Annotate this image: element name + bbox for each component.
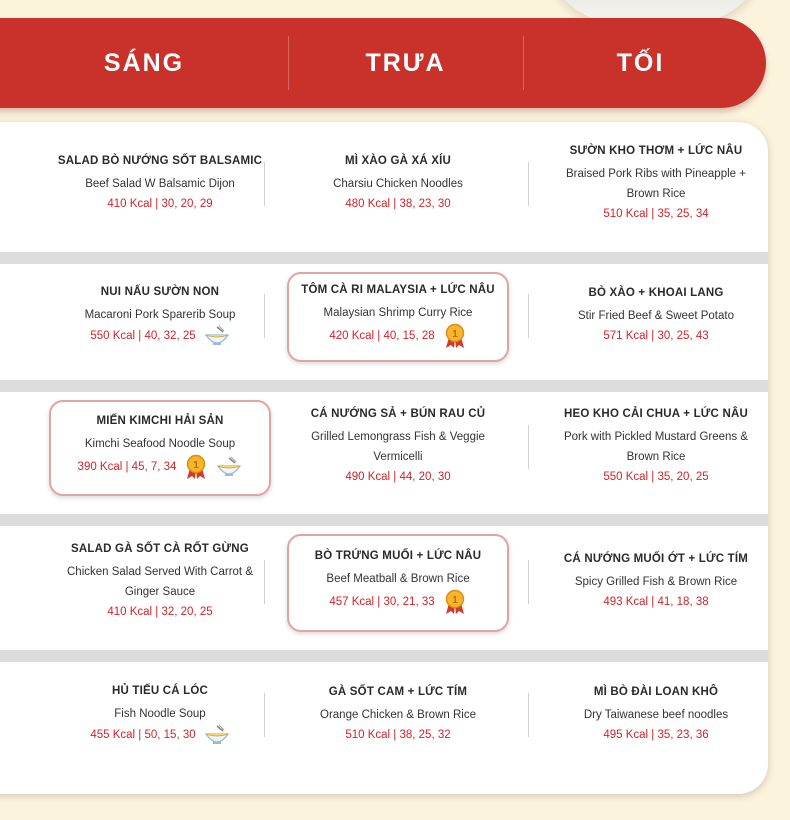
kcal-text: 455 Kcal | 50, 15, 30 <box>90 728 196 741</box>
meal-nutrition <box>345 194 450 214</box>
meal-title: MÌ BÒ ĐÀI LOAN KHÔ <box>593 685 719 698</box>
meal-english-name: Macaroni Pork Sparerib Soup <box>84 308 236 321</box>
kcal-text: 410 Kcal | 30, 20, 29 <box>107 197 213 210</box>
meal-title: SALAD GÀ SỐT CÀ RỐT GỪNG <box>71 542 249 555</box>
meal-nutrition <box>78 454 243 480</box>
medal-icon <box>443 589 467 615</box>
meal-title: SƯỜN KHO THƠM + LỨC NÂU <box>569 144 743 157</box>
menu-table <box>0 122 768 794</box>
meal-english-name: Beef Salad W Balsamic Dijon <box>85 177 235 190</box>
meal-item[interactable] <box>283 656 513 774</box>
meal-item[interactable] <box>35 122 285 246</box>
meal-english-name: Charsiu Chicken Noodles <box>333 177 463 190</box>
kcal-text: 480 Kcal | 38, 23, 30 <box>345 197 451 210</box>
meal-title: MIẾN KIMCHI HẢI SẢN <box>96 414 224 427</box>
meal-english-name: Braised Pork Ribs with Pineapple + <box>566 167 746 180</box>
meal-title: TÔM CÀ RI MALAYSIA + LỨC NÂU <box>301 283 495 296</box>
column-divider <box>528 294 529 338</box>
meal-english-name: Beef Meatball & Brown Rice <box>326 572 470 585</box>
medal-icon <box>184 454 208 480</box>
meal-nutrition <box>603 725 708 745</box>
meal-item[interactable] <box>283 258 513 374</box>
meal-title: BÒ TRỨNG MUỐI + LỨC NÂU <box>314 549 482 562</box>
meal-english-name-line2: Vermicelli <box>373 450 423 463</box>
meal-english-name: Pork with Pickled Mustard Greens & <box>563 430 749 443</box>
meal-english-name-line2: Ginger Sauce <box>124 585 196 598</box>
meal-nutrition <box>107 602 212 622</box>
meal-nutrition <box>345 467 450 487</box>
meal-nutrition <box>603 467 708 487</box>
meal-nutrition <box>107 194 212 214</box>
meal-item[interactable] <box>536 386 768 508</box>
meal-english-name-line2: Brown Rice <box>626 187 686 200</box>
meal-item[interactable] <box>536 122 768 246</box>
meal-item[interactable] <box>536 656 768 774</box>
meal-title: GÀ SỐT CAM + LỨC TÍM <box>328 685 468 698</box>
meal-item[interactable] <box>283 122 513 246</box>
meal-title: NUI NẤU SƯỜN NON <box>100 285 220 298</box>
column-divider <box>528 693 529 737</box>
kcal-text: 490 Kcal | 44, 20, 30 <box>345 470 451 483</box>
bowl-icon <box>216 456 242 478</box>
meal-item[interactable] <box>35 258 285 374</box>
meal-english-name: Dry Taiwanese beef noodles <box>583 708 729 721</box>
meal-nutrition <box>603 592 708 612</box>
kcal-text: 493 Kcal | 41, 18, 38 <box>603 595 709 608</box>
meal-title: SALAD BÒ NƯỚNG SỐT BALSAMIC <box>57 154 263 167</box>
svg-text:1: 1 <box>193 459 200 471</box>
kcal-text: 420 Kcal | 40, 15, 28 <box>329 329 435 342</box>
kcal-text: 390 Kcal | 45, 7, 34 <box>77 460 177 473</box>
meal-nutrition <box>603 204 708 224</box>
column-divider <box>528 560 529 604</box>
meal-title: BÒ XÀO + KHOAI LANG <box>588 286 724 299</box>
meal-title: CÁ NƯỚNG SẢ + BÚN RAU CỦ <box>310 407 486 420</box>
meal-item[interactable] <box>35 656 285 774</box>
meal-english-name: Grilled Lemongrass Fish & Veggie <box>311 430 485 443</box>
meal-item[interactable] <box>35 386 285 508</box>
meal-item[interactable] <box>536 520 768 644</box>
kcal-text: 457 Kcal | 30, 21, 33 <box>329 595 435 608</box>
meal-english-name: Spicy Grilled Fish & Brown Rice <box>574 575 738 588</box>
svg-text:1: 1 <box>451 594 458 606</box>
kcal-text: 550 Kcal | 35, 20, 25 <box>603 470 709 483</box>
meal-item[interactable] <box>536 258 768 374</box>
meal-title: MÌ XÀO GÀ XÁ XÍU <box>344 154 452 167</box>
meal-time-header <box>0 18 766 108</box>
column-divider <box>528 425 529 469</box>
kcal-text: 510 Kcal | 38, 25, 32 <box>345 728 451 741</box>
medal-icon <box>443 323 467 349</box>
meal-title: HỦ TIẾU CÁ LÓC <box>111 684 209 697</box>
meal-nutrition <box>603 326 708 346</box>
kcal-text: 510 Kcal | 35, 25, 34 <box>603 207 709 220</box>
meal-title: CÁ NƯỚNG MUỐI ỚT + LỨC TÍM <box>563 552 749 565</box>
meal-nutrition <box>329 589 466 615</box>
meal-nutrition <box>90 325 229 347</box>
meal-nutrition <box>90 724 229 746</box>
svg-text:1: 1 <box>451 328 458 340</box>
meal-english-name: Malaysian Shrimp Curry Rice <box>323 306 473 319</box>
meal-english-name: Stir Fried Beef & Sweet Potato <box>578 309 734 322</box>
bowl-icon <box>204 724 230 746</box>
kcal-text: 410 Kcal | 32, 20, 25 <box>107 605 213 618</box>
bowl-icon <box>204 325 230 347</box>
kcal-text: 571 Kcal | 30, 25, 43 <box>603 329 709 342</box>
header-lunch: TRƯA <box>365 48 446 77</box>
meal-english-name: Kimchi Seafood Noodle Soup <box>84 437 236 450</box>
meal-title: HEO KHO CẢI CHUA + LỨC NÂU <box>564 407 748 420</box>
meal-item[interactable] <box>283 520 513 644</box>
meal-item[interactable] <box>35 520 285 644</box>
meal-nutrition <box>329 323 466 349</box>
meal-nutrition <box>345 725 450 745</box>
kcal-text: 495 Kcal | 35, 23, 36 <box>603 728 709 741</box>
header-breakfast: SÁNG <box>103 48 185 77</box>
kcal-text: 550 Kcal | 40, 32, 25 <box>90 329 196 342</box>
header-dinner: TỐI <box>616 48 665 77</box>
meal-english-name-line2: Brown Rice <box>626 450 686 463</box>
column-divider <box>528 162 529 206</box>
meal-english-name: Orange Chicken & Brown Rice <box>320 708 476 721</box>
meal-item[interactable] <box>283 386 513 508</box>
meal-english-name: Fish Noodle Soup <box>114 707 206 720</box>
meal-english-name: Chicken Salad Served With Carrot & <box>67 565 253 578</box>
